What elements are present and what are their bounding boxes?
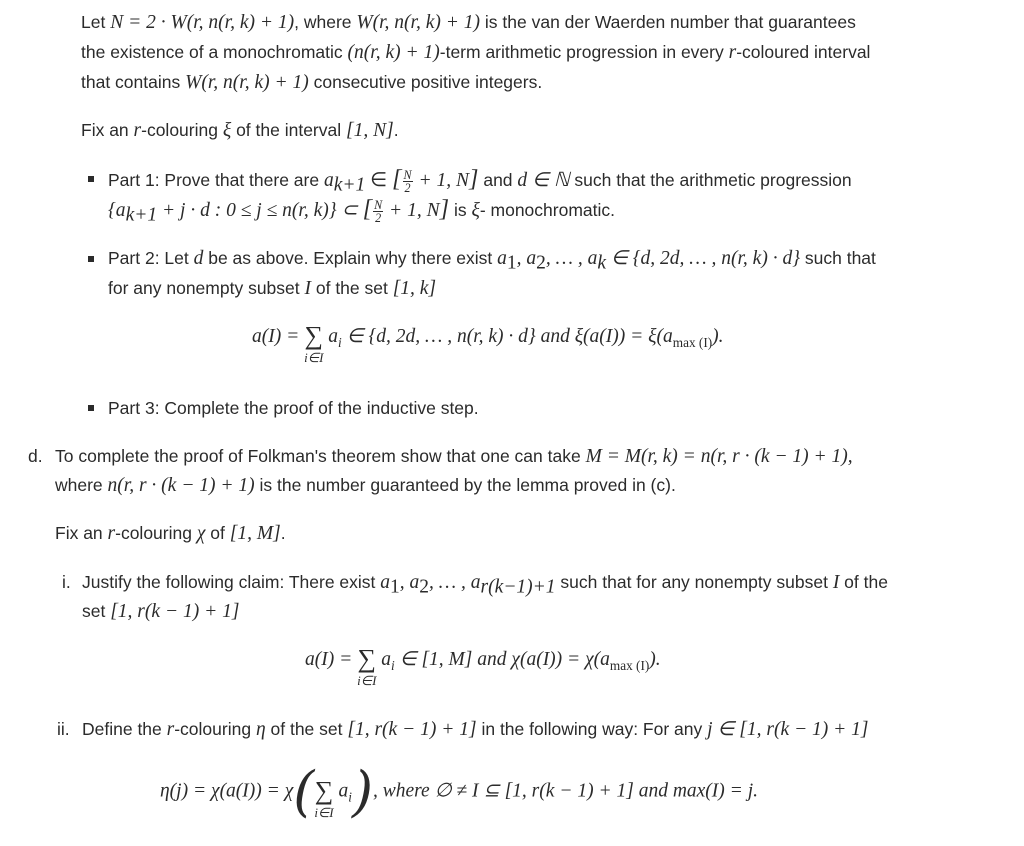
fix-colouring-xi: Fix an r-colouring ξ of the interval [1, N]. [81,120,399,141]
intro-line-2: the existence of a monochromatic (n(r, k) + 1)-term arithmetic progression in every r-coloured interval [81,42,871,63]
math-N-definition: N = 2 · W(r, n(r, k) + 1) [110,12,295,33]
bullet-part-2 [88,256,94,262]
part-1-line-1: Part 1: Prove that there are $a_{k+1}$ ∈ [ $\frac{N}{2}$ + 1, N] and d ∈ ℕ such that the arithmetic progression [108,165,852,196]
intro-line-3: that contains W(r, n(r, k) + 1) consecutive positive integers. [81,72,543,93]
part-2-display-equation: a(I) = ∑ i∈I $a_i$ ∈ {d, 2d, … , n(r, k) · d} and $\xi(a(I)) = \xi(a_{max (I)})$. [252,321,724,365]
bullet-part-1 [88,176,94,182]
item-d-line-2: where n(r, r · (k − 1) + 1) is the number guaranteed by the lemma proved in (c). [55,475,676,496]
item-i-display-equation: a(I) = ∑ i∈I $a_i$ ∈ [1, M] and $\chi(a(I)) = \chi(a_{max (I)})$. [305,644,661,688]
summation-symbol: ∑ i∈I [357,644,377,688]
part-2-line-1: Part 2: Let d be as above. Explain why there exist $a_1$, $a_2$, … , $a_k$ ∈ {d, 2d, … , n(r, k) · d} such that [108,248,876,274]
item-ii-display-equation: η(j) = χ(a(I)) = χ( ∑ i∈I $a_i$), where ∅ ≠ I ⊆ [1, r(k − 1) + 1] and max(I) = j. [160,760,758,823]
item-i-line-2: set [1, r(k − 1) + 1] [82,601,240,622]
item-d-line-1: To complete the proof of Folkman's theorem show that one can take M = M(r, k) = n(r, r · (k − 1) + 1), [55,446,853,467]
item-i-label: i. [62,572,71,592]
item-d-label: d. [28,446,43,466]
item-ii-line-1: Define the r-colouring η of the set [1, r(k − 1) + 1] in the following way: For any j ∈ [1, r(k − 1) + 1] [82,719,869,740]
intro-line-1: Let N = 2 · W(r, n(r, k) + 1), where W(r, n(r, k) + 1) is the van der Waerden number that guarantees [81,12,856,33]
right-paren: ) [351,760,374,823]
fix-colouring-chi: Fix an r-colouring χ of [1, M]. [55,523,286,544]
item-ii-label: ii. [57,719,70,739]
part-3-line: Part 3: Complete the proof of the inductive step. [108,398,479,418]
item-i-line-1: Justify the following claim: There exist $a_1$, $a_2$, … , $a_{r(k-1)+1}$ such that for any nonempty subset I of the [82,572,888,598]
part-2-line-2: for any nonempty subset I of the set [1, k] [108,278,437,299]
bullet-part-3 [88,405,94,411]
summation-symbol: ∑ i∈I [304,321,324,365]
left-paren: ( [293,760,315,823]
summation-symbol: ∑ i∈I [314,775,334,820]
part-1-line-2: {$a_{k+1} + j \cdot d$ : 0 ≤ j ≤ n(r, k)} ⊂ [ $\frac{N}{2}$ + 1, N] is ξ- monochromatic. [108,195,615,226]
